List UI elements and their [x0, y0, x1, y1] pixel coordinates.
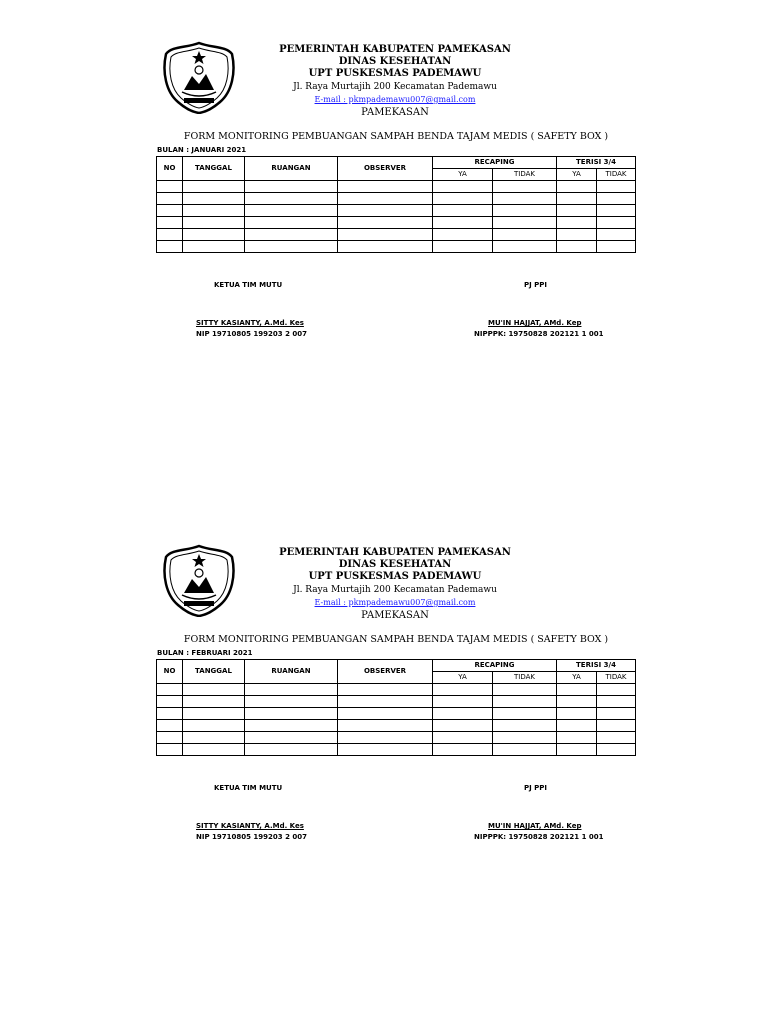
form-title: FORM MONITORING PEMBUANGAN SAMPAH BENDA TAJAM MEDIS ( SAFETY BOX ): [183, 131, 609, 142]
table-cell[interactable]: [157, 217, 183, 229]
table-cell[interactable]: [157, 181, 183, 193]
table-row: [157, 744, 636, 756]
table-cell[interactable]: [493, 193, 557, 205]
table-cell[interactable]: [557, 744, 597, 756]
table-cell[interactable]: [338, 732, 433, 744]
table-cell[interactable]: [493, 229, 557, 241]
table-cell[interactable]: [245, 744, 338, 756]
table-cell[interactable]: [433, 217, 493, 229]
col-recaping-tidak: TIDAK: [493, 672, 557, 684]
header-line3: UPT PUSKESMAS PADEMAWU: [308, 68, 482, 79]
table-row: [157, 732, 636, 744]
table-cell[interactable]: [597, 205, 636, 217]
header-city: PAMEKASAN: [361, 610, 429, 621]
col-ruangan: RUANGAN: [245, 660, 338, 684]
monitoring-table: [156, 659, 636, 756]
table-cell[interactable]: [338, 744, 433, 756]
table-row: [157, 181, 636, 193]
table-cell[interactable]: [597, 193, 636, 205]
table-row: [157, 696, 636, 708]
table-cell[interactable]: [157, 684, 183, 696]
table-body: [157, 181, 636, 253]
table-cell[interactable]: [493, 205, 557, 217]
table-cell[interactable]: [597, 744, 636, 756]
col-recaping-tidak: TIDAK: [493, 169, 557, 181]
table-cell[interactable]: [597, 229, 636, 241]
table-cell[interactable]: [157, 696, 183, 708]
form-title: FORM MONITORING PEMBUANGAN SAMPAH BENDA TAJAM MEDIS ( SAFETY BOX ): [183, 634, 609, 645]
table-cell[interactable]: [557, 181, 597, 193]
table-cell[interactable]: [557, 684, 597, 696]
table-cell[interactable]: [245, 241, 338, 253]
header-line1: PEMERINTAH KABUPATEN PAMEKASAN: [279, 547, 511, 558]
table-cell[interactable]: [157, 708, 183, 720]
header-line2: DINAS KESEHATAN: [338, 559, 452, 570]
col-terisi-tidak: TIDAK: [597, 169, 636, 181]
header-line2: DINAS KESEHATAN: [338, 56, 452, 67]
table-cell[interactable]: [433, 229, 493, 241]
table-cell[interactable]: [338, 229, 433, 241]
table-cell[interactable]: [183, 696, 245, 708]
col-terisi-tidak: TIDAK: [597, 672, 636, 684]
col-recaping-ya: YA: [433, 672, 493, 684]
table-cell[interactable]: [597, 696, 636, 708]
table-cell[interactable]: [245, 732, 338, 744]
table-row: [157, 708, 636, 720]
col-terisi-ya: YA: [557, 169, 597, 181]
form-januari: [0, 0, 768, 500]
table-cell[interactable]: [245, 720, 338, 732]
table-cell[interactable]: [183, 732, 245, 744]
table-cell[interactable]: [183, 744, 245, 756]
sig-right-id: NIPPPK: 19750828 202121 1 001: [474, 330, 604, 338]
table-cell[interactable]: [245, 193, 338, 205]
table-cell[interactable]: [493, 744, 557, 756]
monitoring-table: [156, 156, 636, 253]
sig-left-role: KETUA TIM MUTU: [214, 281, 283, 289]
table-cell[interactable]: [433, 205, 493, 217]
table-cell[interactable]: [597, 684, 636, 696]
col-observer: OBSERVER: [338, 157, 433, 181]
table-cell[interactable]: [183, 708, 245, 720]
table-cell[interactable]: [557, 229, 597, 241]
table-cell[interactable]: [245, 684, 338, 696]
col-terisi: TERISI 3/4: [557, 660, 636, 672]
table-cell[interactable]: [493, 720, 557, 732]
table-cell[interactable]: [433, 181, 493, 193]
table-cell[interactable]: [433, 684, 493, 696]
table-body: [157, 684, 636, 756]
header-address: Jl. Raya Murtajih 200 Kecamatan Pademawu: [293, 82, 497, 92]
table-cell[interactable]: [433, 193, 493, 205]
table-cell[interactable]: [183, 720, 245, 732]
table-cell[interactable]: [493, 708, 557, 720]
table-cell[interactable]: [245, 696, 338, 708]
table-cell[interactable]: [183, 205, 245, 217]
table-cell[interactable]: [493, 696, 557, 708]
table-cell[interactable]: [338, 193, 433, 205]
table-cell[interactable]: [557, 696, 597, 708]
header-email[interactable]: E-mail : pkmpademawu007@gmail.com: [314, 95, 476, 104]
form-februari: [0, 503, 768, 1003]
table-cell[interactable]: [157, 193, 183, 205]
col-recaping: RECAPING: [433, 660, 557, 672]
sig-left-id: NIP 19710805 199203 2 007: [196, 833, 308, 841]
sig-right-name: MU'IN HAJJAT, AMd. Kep: [488, 319, 582, 327]
table-cell[interactable]: [493, 241, 557, 253]
table-cell[interactable]: [493, 684, 557, 696]
table-cell[interactable]: [338, 720, 433, 732]
sig-left-role: KETUA TIM MUTU: [214, 784, 283, 792]
table-cell[interactable]: [245, 708, 338, 720]
header-address: Jl. Raya Murtajih 200 Kecamatan Pademawu: [293, 585, 497, 595]
table-cell[interactable]: [557, 205, 597, 217]
table-cell[interactable]: [597, 708, 636, 720]
table-cell[interactable]: [338, 217, 433, 229]
table-cell[interactable]: [338, 684, 433, 696]
table-cell[interactable]: [157, 205, 183, 217]
col-tanggal: TANGGAL: [183, 157, 245, 181]
table-cell[interactable]: [557, 217, 597, 229]
col-ruangan: RUANGAN: [245, 157, 338, 181]
table-row: [157, 193, 636, 205]
sig-right-name: MU'IN HAJJAT, AMd. Kep: [488, 822, 582, 830]
table-cell[interactable]: [557, 708, 597, 720]
col-recaping: RECAPING: [433, 157, 557, 169]
table-cell[interactable]: [183, 181, 245, 193]
table-row: [157, 229, 636, 241]
table-cell[interactable]: [183, 241, 245, 253]
sig-left-name: SITTY KASIANTY, A.Md. Kes: [196, 319, 304, 327]
table-cell[interactable]: [493, 181, 557, 193]
table-cell[interactable]: [597, 732, 636, 744]
table-cell[interactable]: [183, 193, 245, 205]
col-no: NO: [157, 157, 183, 181]
table-cell[interactable]: [557, 720, 597, 732]
table-row: [157, 217, 636, 229]
table-cell[interactable]: [433, 744, 493, 756]
table-cell[interactable]: [183, 229, 245, 241]
sig-right-role: PJ PPI: [524, 784, 548, 792]
table-cell[interactable]: [338, 241, 433, 253]
table-cell[interactable]: [338, 181, 433, 193]
col-observer: OBSERVER: [338, 660, 433, 684]
table-cell[interactable]: [557, 241, 597, 253]
month-label: BULAN : FEBRUARI 2021: [157, 649, 253, 657]
col-recaping-ya: YA: [433, 169, 493, 181]
table-cell[interactable]: [157, 732, 183, 744]
col-terisi-ya: YA: [557, 672, 597, 684]
sig-right-id: NIPPPK: 19750828 202121 1 001: [474, 833, 604, 841]
table-cell[interactable]: [433, 732, 493, 744]
table-cell[interactable]: [597, 720, 636, 732]
table-cell[interactable]: [157, 744, 183, 756]
table-cell[interactable]: [338, 696, 433, 708]
table-cell[interactable]: [493, 217, 557, 229]
col-no: NO: [157, 660, 183, 684]
table-row: [157, 720, 636, 732]
sig-left-id: NIP 19710805 199203 2 007: [196, 330, 308, 338]
table-cell[interactable]: [245, 205, 338, 217]
table-cell[interactable]: [557, 193, 597, 205]
table-cell[interactable]: [557, 732, 597, 744]
col-terisi: TERISI 3/4: [557, 157, 636, 169]
table-cell[interactable]: [157, 720, 183, 732]
table-cell[interactable]: [338, 708, 433, 720]
table-cell[interactable]: [338, 205, 433, 217]
table-cell[interactable]: [245, 181, 338, 193]
table-cell[interactable]: [433, 720, 493, 732]
table-cell[interactable]: [493, 732, 557, 744]
table-cell[interactable]: [183, 217, 245, 229]
table-cell[interactable]: [157, 229, 183, 241]
table-cell[interactable]: [433, 241, 493, 253]
sig-right-role: PJ PPI: [524, 281, 548, 289]
header-city: PAMEKASAN: [361, 107, 429, 118]
col-tanggal: TANGGAL: [183, 660, 245, 684]
month-label: BULAN : JANUARI 2021: [157, 146, 247, 154]
table-cell[interactable]: [433, 708, 493, 720]
table-cell[interactable]: [597, 217, 636, 229]
header-line1: PEMERINTAH KABUPATEN PAMEKASAN: [279, 44, 511, 55]
table-row: [157, 241, 636, 253]
table-row: [157, 205, 636, 217]
table-cell[interactable]: [245, 217, 338, 229]
header-line3: UPT PUSKESMAS PADEMAWU: [308, 571, 482, 582]
sig-left-name: SITTY KASIANTY, A.Md. Kes: [196, 822, 304, 830]
pamekasan-regency-emblem-icon: [162, 40, 236, 114]
table-cell[interactable]: [157, 241, 183, 253]
table-cell[interactable]: [433, 696, 493, 708]
table-cell[interactable]: [183, 684, 245, 696]
table-row: [157, 684, 636, 696]
table-cell[interactable]: [597, 241, 636, 253]
table-cell[interactable]: [597, 181, 636, 193]
table-cell[interactable]: [245, 229, 338, 241]
header-email[interactable]: E-mail : pkmpademawu007@gmail.com: [314, 598, 476, 607]
pamekasan-regency-emblem-icon: [162, 543, 236, 617]
